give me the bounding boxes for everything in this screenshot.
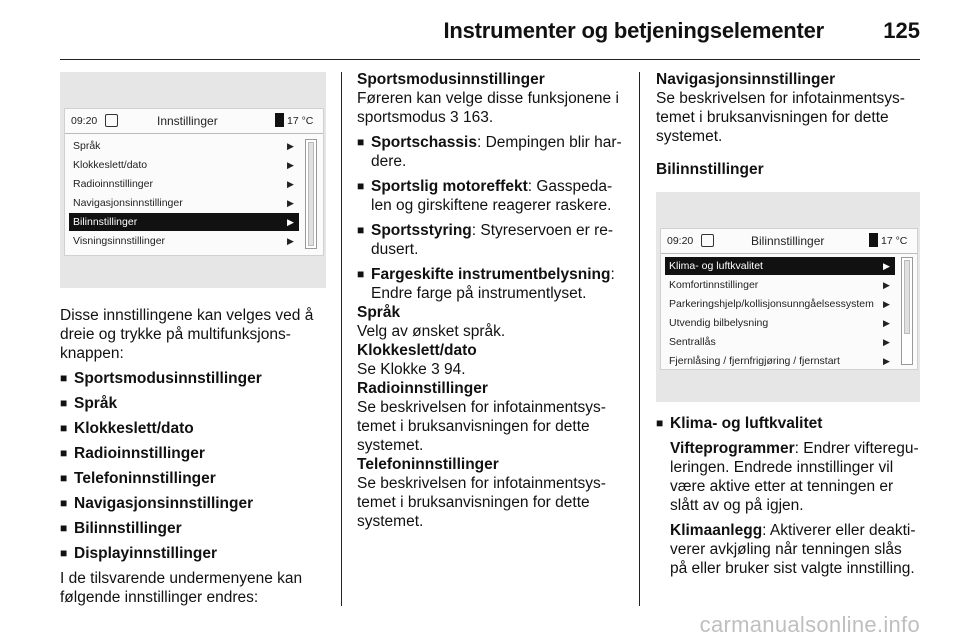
list-item-label: Sportsmodusinnstillinger (74, 370, 262, 387)
intro-text: Disse innstillingene kan velges ved å dreie og trykke på multifunksjons-knappen: (60, 307, 314, 362)
bullet-icon: ■ (60, 396, 68, 410)
screen-menu-item[interactable] (69, 213, 299, 231)
heading-language: Språk (357, 304, 401, 321)
screen-clock: 09:20 (71, 115, 98, 127)
list-item-label: Navigasjonsinnstillinger (74, 495, 254, 512)
clock-icon (701, 234, 714, 247)
screen-menu-item[interactable] (69, 194, 299, 212)
bullet-icon: ■ (60, 446, 68, 460)
list-item-label: Radioinnstillinger (74, 445, 205, 462)
chevron-right-icon: ▶ (287, 217, 294, 227)
sport-option-term: Sportsstyring (371, 222, 472, 239)
list-item (60, 444, 330, 463)
heading-car-settings: Bilinnstillinger (656, 161, 764, 178)
list-item (60, 519, 330, 538)
settings-list (60, 369, 330, 563)
list-item (60, 419, 330, 438)
term-fan: Vifteprogrammer (670, 440, 795, 457)
column-3-lower (656, 414, 920, 578)
heading-clock: Klokkeslett/dato (357, 342, 477, 359)
screen-menu-item[interactable] (665, 352, 895, 370)
sport-option-term: Sportschassis (371, 134, 477, 151)
clock-ref-link[interactable]: 94. (444, 361, 466, 378)
screen-menu-item-label: Språk (73, 140, 101, 152)
screen-menu-item[interactable] (665, 295, 895, 313)
column-3 (656, 70, 920, 179)
bullet-icon: ■ (60, 471, 68, 485)
chevron-right-icon: ▶ (883, 280, 890, 290)
chevron-right-icon: ▶ (287, 141, 294, 151)
list-item-label: Displayinnstillinger (74, 545, 217, 562)
column-divider (341, 72, 342, 606)
screen-title: Bilinnstillinger (751, 234, 825, 248)
term-ac: Klimaanlegg (670, 522, 763, 539)
list-item (357, 177, 627, 215)
page-title: Instrumenter og betjeningselementer (443, 18, 824, 43)
chevron-right-icon: ▶ (287, 236, 294, 246)
screen-menu-item-label: Klima- og luftkvalitet (669, 260, 763, 272)
screen-menu-item-label: Fjernlåsing / fjernfrigjøring / fjernstart (669, 355, 840, 367)
screen-menu-item-label: Radioinnstillinger (73, 178, 153, 190)
page-header (0, 0, 960, 62)
language-text: Velg av ønsket språk. (357, 323, 506, 340)
heading-phone: Telefoninnstillinger (357, 456, 499, 473)
chevron-right-icon: ▶ (883, 356, 890, 366)
heading-climate: Klima- og luftkvalitet (670, 415, 823, 432)
screen-menu-item-label: Sentrallås (669, 336, 716, 348)
chevron-right-icon: ▶ (883, 337, 890, 347)
bullet-icon: ■ (60, 421, 68, 435)
watermark: carmanualsonline.info (699, 612, 920, 637)
sport-option-term: Fargeskifte instrumentbelysning (371, 266, 611, 283)
sport-option-description: : Gasspeda-len og girskiftene reagerer raskere. (371, 178, 613, 214)
chevron-right-icon: ▶ (287, 179, 294, 189)
screen-menu-item-label: Klokkeslett/dato (73, 159, 148, 171)
screen-title: Innstillinger (157, 114, 218, 128)
screen-menu-item-label: Navigasjonsinnstillinger (73, 197, 183, 209)
radio-text: Se beskrivelsen for infotainmentsys-temet i bruksanvisningen for dette systemet. (357, 399, 606, 454)
heading-navigation: Navigasjonsinnstillinger (656, 71, 836, 88)
screen-menu-item-label: Utvendig bilbelysning (669, 317, 769, 329)
outro-text: I de tilsvarende undermenyene kan følgende innstillinger endres: (60, 570, 303, 606)
screen-scrollbar (305, 139, 317, 249)
screen-menu-item[interactable] (665, 314, 895, 332)
ac-description: : Aktiverer eller deakti-verer avkjøling når tenningen slås på eller bruker sist valgte innstilling. (670, 522, 916, 577)
clock-text: Se Klokke (357, 361, 427, 378)
list-item (60, 394, 330, 413)
chevron-right-icon: ▶ (883, 318, 890, 328)
screen-menu-item-label: Parkeringshjelp/kollisjonsunngåelsessystem (669, 298, 874, 310)
page-number: 125 (883, 18, 920, 43)
header-rule (60, 59, 920, 60)
bullet-icon: ■ (60, 521, 68, 535)
sport-option-term: Sportslig motoreffekt (371, 178, 528, 195)
chevron-right-icon: ▶ (883, 261, 890, 271)
screen-menu-item-label: Komfortinnstillinger (669, 279, 759, 291)
list-item (60, 494, 330, 513)
list-item (357, 265, 627, 303)
screen-menu-item-label: Visningsinnstillinger (73, 235, 166, 247)
heading-sport: Sportsmodusinnstillinger (357, 71, 545, 88)
bullet-icon: ■ (357, 267, 365, 281)
list-item (357, 133, 627, 171)
column-1 (60, 306, 330, 607)
navigation-text: Se beskrivelsen for infotainmentsys-temet i bruksanvisningen for dette systemet. (656, 90, 905, 145)
chevron-right-icon: ▶ (287, 160, 294, 170)
screen-temperature: 17 °C (287, 115, 314, 127)
list-item (60, 369, 330, 388)
column-divider (639, 72, 640, 606)
phone-text: Se beskrivelsen for infotainmentsys-temet i bruksanvisningen for dette systemet. (357, 475, 606, 530)
chevron-right-icon: ▶ (287, 198, 294, 208)
sport-options-list (357, 133, 627, 303)
list-item (60, 544, 330, 563)
list-item-label: Språk (74, 395, 118, 412)
car-settings-screen-image (656, 192, 920, 402)
bullet-icon: ■ (357, 135, 365, 149)
screen-menu-item[interactable] (665, 333, 895, 351)
sport-ref-link[interactable]: 163. (462, 109, 494, 126)
screen-clock: 09:20 (667, 235, 694, 247)
clock-icon (105, 114, 118, 127)
chevron-right-icon: ▶ (883, 299, 890, 309)
ref-arrow-icon: 3 (431, 361, 440, 378)
screen-menu-item[interactable] (665, 276, 895, 294)
bullet-icon: ■ (60, 546, 68, 560)
fan-description: : Endrer vifteregu-leringen. Endrede innstillinger vil være aktive etter at tenningen er slått av og på igjen. (670, 440, 919, 514)
ref-arrow-icon: 3 (450, 109, 459, 126)
list-item-label: Telefoninnstillinger (74, 470, 216, 487)
bullet-icon: ■ (656, 416, 664, 430)
column-2 (357, 70, 627, 531)
bullet-icon: ■ (357, 179, 365, 193)
heading-radio: Radioinnstillinger (357, 380, 488, 397)
screen-menu-item[interactable] (665, 257, 895, 275)
sport-option-description: : Styreservoen er re-dusert. (371, 222, 614, 258)
bullet-icon: ■ (60, 496, 68, 510)
screen-menu-item[interactable] (69, 156, 299, 174)
screen-menu-item[interactable] (69, 137, 299, 155)
list-item (60, 469, 330, 488)
sport-option-description: : Dempingen blir har-dere. (371, 134, 622, 170)
screen-menu-item-label: Bilinnstillinger (73, 216, 138, 228)
screen-menu-item[interactable] (69, 175, 299, 193)
thermometer-icon (275, 113, 284, 127)
thermometer-icon (869, 233, 878, 247)
bullet-icon: ■ (357, 223, 365, 237)
bullet-icon: ■ (60, 371, 68, 385)
screen-scrollbar (901, 257, 913, 365)
settings-screen-image (60, 72, 326, 288)
list-item (357, 221, 627, 259)
list-item-label: Bilinnstillinger (74, 520, 182, 537)
sport-option-description: : Endre farge på instrumentlyset. (371, 266, 615, 302)
screen-temperature: 17 °C (881, 235, 908, 247)
list-item-label: Klokkeslett/dato (74, 420, 194, 437)
sport-text: Føreren kan velge disse funksjonene i sportsmodus (357, 90, 619, 126)
screen-menu-item[interactable] (69, 232, 299, 250)
